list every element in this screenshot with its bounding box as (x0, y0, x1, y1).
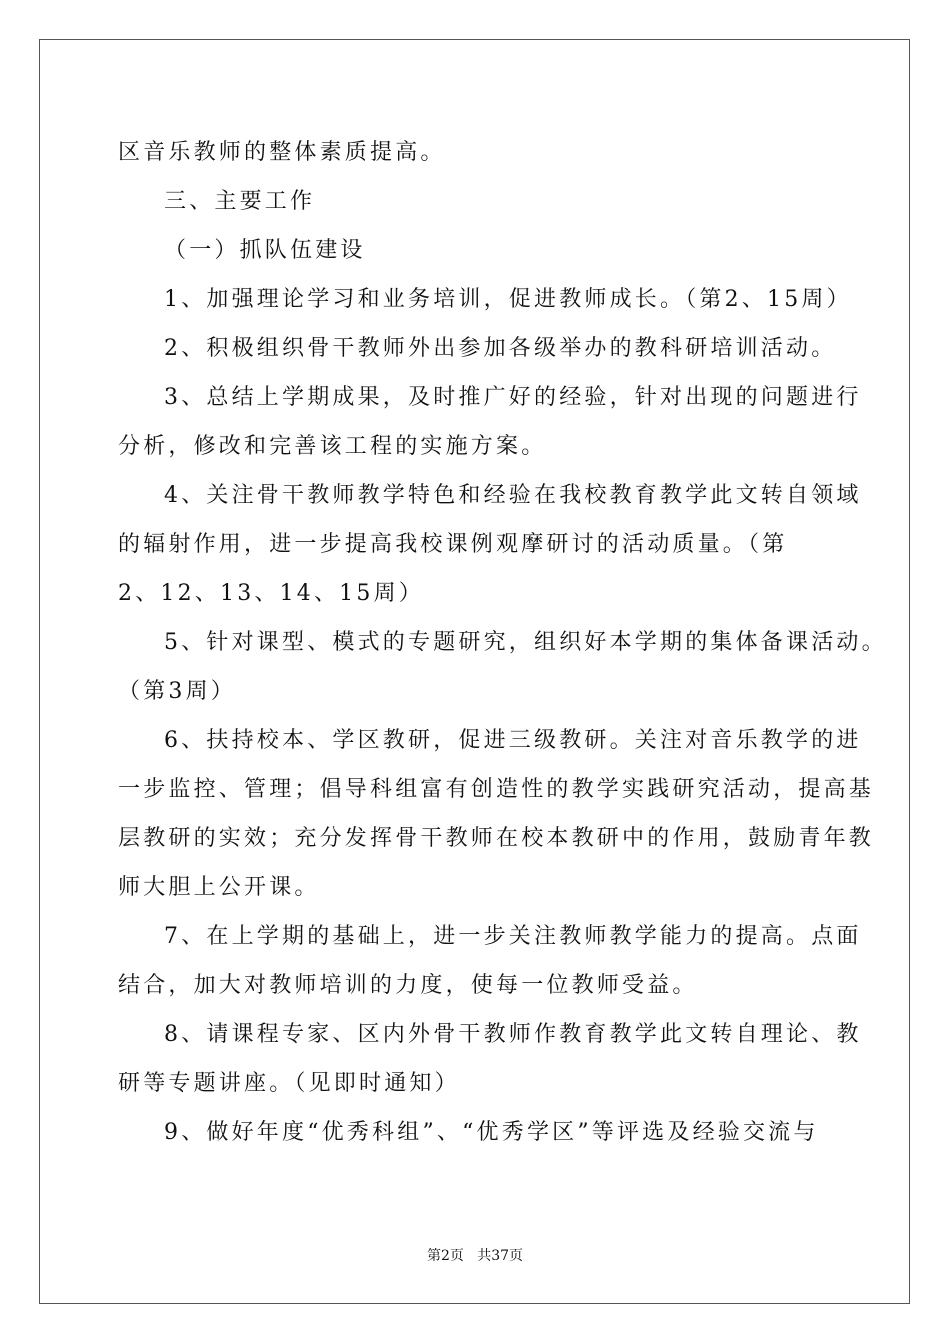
text-line: 层教研的实效；充分发挥骨干教师在校本教研中的作用，鼓励青年教 (118, 826, 875, 851)
text-line: 9、做好年度“优秀科组”、“优秀学区”等评选及经验交流与 (164, 1120, 819, 1145)
subsection-heading: （一）抓队伍建设 (164, 238, 366, 263)
text-line: 2、积极组织骨干教师外出参加各级举办的教科研培训活动。 (164, 336, 837, 361)
text-line: 区音乐教师的整体素质提高。 (118, 140, 446, 165)
text-line: 6、扶持校本、学区教研，促进三级教研。关注对音乐教学的进 (164, 728, 862, 753)
text-line: 3、总结上学期成果，及时推广好的经验，针对出现的问题进行 (164, 385, 862, 410)
text-line: 1、加强理论学习和业务培训，促进教师成长。（第2、15周） (164, 287, 852, 312)
text-line: 的辐射作用，进一步提高我校课例观摩研讨的活动质量。（第 (118, 532, 788, 557)
text-line: 分析，修改和完善该工程的实施方案。 (118, 434, 547, 459)
text-line: 一步监控、管理；倡导科组富有创造性的教学实践研究活动，提高基 (118, 777, 875, 802)
text-line: 4、关注骨干教师教学特色和经验在我校教育教学此文转自领域 (164, 483, 862, 508)
section-heading: 三、主要工作 (164, 189, 316, 214)
text-line: 2、12、13、14、15周） (118, 581, 424, 606)
text-line: 结合，加大对教师培训的力度，使每一位教师受益。 (118, 973, 698, 998)
text-line: 5、针对课型、模式的专题研究，组织好本学期的集体备课活动。 (164, 630, 887, 655)
page-number-footer: 第2页 共37页 (426, 1248, 524, 1264)
text-line: 7、在上学期的基础上，进一步关注教师教学能力的提高。点面 (164, 924, 862, 949)
text-line: （第3周） (118, 679, 236, 704)
text-line: 师大胆上公开课。 (118, 875, 320, 900)
text-line: 8、请课程专家、区内外骨干教师作教育教学此文转自理论、教 (164, 1022, 862, 1047)
text-line: 研等专题讲座。（见即时通知） (118, 1071, 460, 1096)
document-body (118, 128, 887, 1157)
